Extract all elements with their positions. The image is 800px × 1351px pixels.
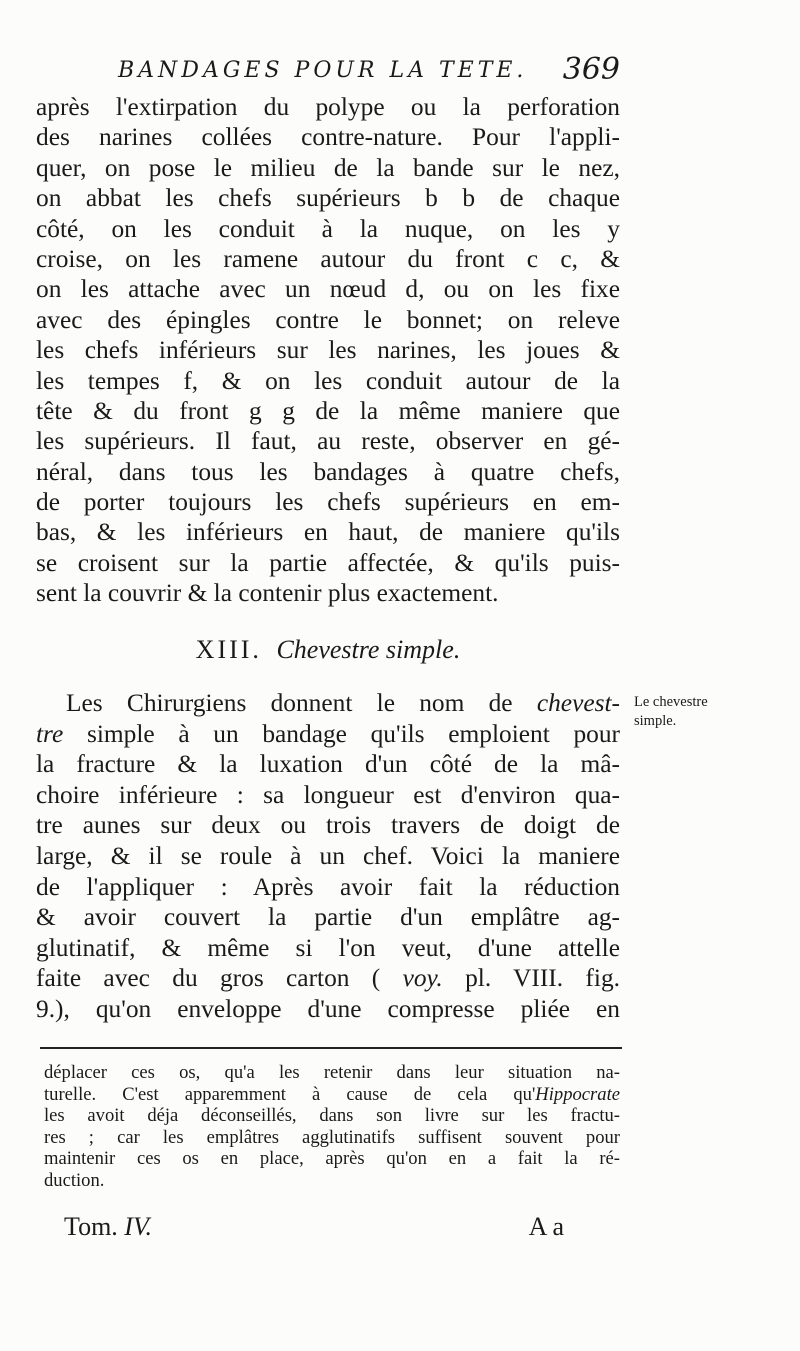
text-line — [36, 994, 620, 1025]
text-segment: déplacer ces os, qu'a les retenir dans leur situation na- — [44, 1062, 620, 1083]
margin-note-line: Le chevestre — [634, 694, 708, 710]
text-line: les chefs inférieurs sur les narines, les joues & — [36, 336, 620, 365]
signature-mark: A a — [528, 1212, 564, 1241]
text-segment: de l'appliquer : Après avoir fait la réduction — [36, 872, 620, 901]
text-line: avec des épingles contre le bonnet; on releve — [36, 305, 620, 334]
text-segment: large, & il se roule à un chef. Voici la maniere — [36, 841, 620, 870]
text-line: sent la couvrir & la contenir plus exactement. — [36, 579, 499, 608]
text-line — [44, 1148, 620, 1170]
text-line: on les attache avec un nœud d, ou on les fixe — [36, 275, 620, 304]
text-segment: tre aunes sur deux ou trois travers de doigt de — [36, 811, 620, 840]
text-line — [36, 719, 620, 750]
text-segment: maintenir ces os en place, après qu'on en a fait la ré- — [44, 1148, 620, 1170]
margin-note — [634, 693, 764, 731]
page-number: 369 — [562, 52, 620, 87]
section-paragraph — [36, 688, 620, 1025]
text-line: se croisent sur la partie affectée, & qu'ils puis- — [36, 548, 620, 577]
text-line — [36, 902, 620, 933]
text-line — [44, 1127, 620, 1149]
text-line: bas, & les inférieurs en haut, de maniere qu'ils — [36, 518, 620, 547]
text-line — [44, 1170, 620, 1192]
text-line: côté, on les conduit à la nuque, on les y — [36, 214, 620, 243]
text-line: croise, on les ramene autour du front c c, & — [36, 244, 620, 273]
margin-note-line: simple. — [634, 713, 677, 729]
text-segment: simple à un bandage qu'ils emploient pour — [63, 719, 620, 748]
text-segment: & avoir couvert la partie d'un emplâtre ag- — [36, 903, 620, 932]
text-segment: faite avec du gros carton ( — [36, 964, 403, 993]
text-segment: turelle. C'est apparemment à cause de cela qu' — [44, 1083, 536, 1105]
text-segment: choire inférieure : sa longueur est d'environ qua- — [36, 780, 620, 809]
text-segment: res ; car les emplâtres agglutinatifs suffisent souvent pour — [44, 1126, 620, 1148]
text-line: on abbat les chefs supérieurs b b de chaque — [36, 184, 620, 213]
text-segment: la fracture & la luxation d'un côté de la mâ- — [36, 750, 620, 779]
text-line — [36, 963, 620, 994]
text-line — [36, 841, 620, 872]
running-head: BANDAGES POUR LA TETE. — [118, 58, 528, 83]
volume-number: IV. — [124, 1212, 152, 1241]
footnote — [44, 1062, 620, 1192]
section-number: XIII. — [195, 635, 262, 664]
tom-label: Tom. — [64, 1212, 118, 1241]
text-line: de porter toujours les chefs supérieurs en em- — [36, 488, 620, 517]
text-line — [44, 1105, 620, 1127]
text-line — [36, 749, 620, 780]
italic-text: chevest- — [536, 689, 620, 717]
text-line — [36, 810, 620, 841]
section-title: Chevestre simple. — [276, 635, 461, 664]
text-segment: duction. — [44, 1169, 105, 1191]
italic-text: tre — [36, 719, 64, 748]
section-heading — [36, 635, 620, 673]
text-line — [44, 1062, 620, 1084]
text-line: quer, on pose le milieu de la bande sur le nez, — [36, 153, 620, 182]
text-segment: Les Chirurgiens donnent le nom de — [66, 689, 537, 717]
text-line: des narines collées contre-nature. Pour l'appli- — [36, 123, 620, 152]
text-line — [44, 1084, 620, 1106]
text-segment: 9.), qu'on enveloppe d'une compresse pliée en — [36, 994, 620, 1023]
text-line — [36, 780, 620, 811]
italic-text: voy. — [402, 964, 443, 993]
footnote-rule — [40, 1047, 622, 1049]
text-line: les supérieurs. Il faut, au reste, observer en gé- — [36, 427, 620, 456]
text-line — [36, 688, 620, 719]
text-line — [36, 933, 620, 964]
text-line — [36, 872, 620, 903]
page-footer — [64, 1212, 564, 1252]
text-segment: glutinatif, & même si l'on veut, d'une attelle — [36, 933, 620, 962]
main-paragraph — [36, 92, 620, 609]
italic-text: Hippocrate — [535, 1083, 620, 1105]
text-segment: les avoit déja déconseillés, dans son livre sur les fractu- — [44, 1105, 620, 1127]
text-line: après l'extirpation du polype ou la perforation — [36, 93, 620, 121]
text-segment: pl. VIII. fig. — [442, 964, 620, 993]
text-line: les tempes f, & on les conduit autour de la — [36, 366, 620, 395]
page-header — [110, 52, 620, 92]
text-line: néral, dans tous les bandages à quatre chefs, — [36, 457, 620, 486]
text-line: tête & du front g g de la même maniere que — [36, 396, 620, 425]
volume-signature — [64, 1212, 152, 1242]
